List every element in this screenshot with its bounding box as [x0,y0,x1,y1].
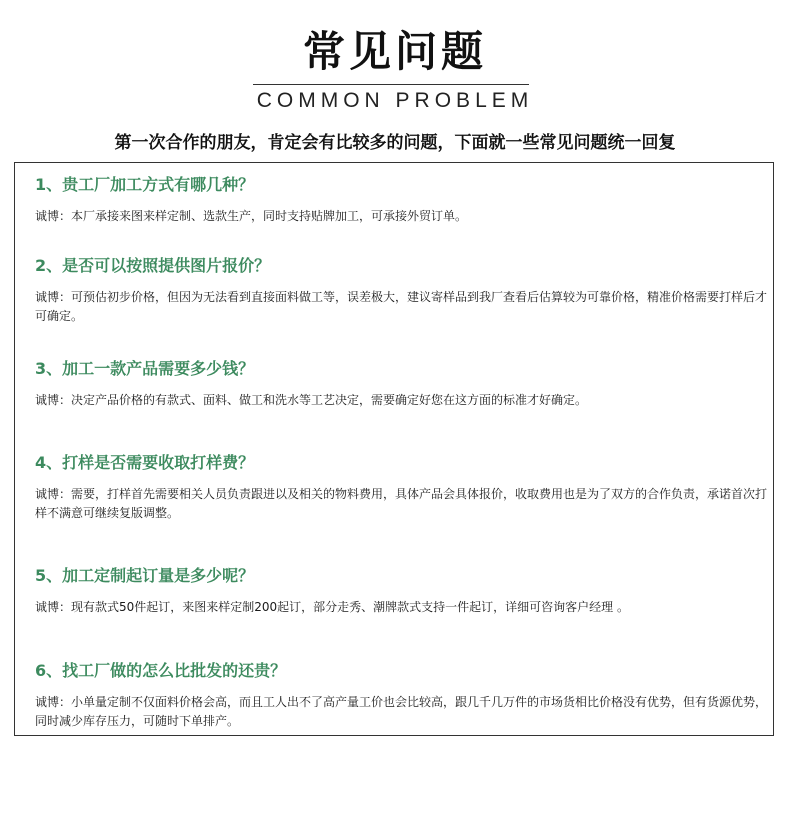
page-title: 常见问题 [302,27,487,76]
faq-list [14,162,774,736]
faq-answer: 诚博：决定产品价格的有款式、面料、做工和洗水等工艺决定，需要确定好您在这方面的标准才好确定。 [35,393,588,407]
faq-item [35,452,774,523]
faq-question: 5、加工定制起订量是多少呢？ [35,566,255,585]
faq-question: 2、是否可以按照提供图片报价？ [35,256,271,275]
faq-question: 4、打样是否需要收取打样费？ [35,453,255,472]
faq-question: 6、找工厂做的怎么比批发的还贵？ [35,661,287,680]
faq-question: 3、加工一款产品需要多少钱？ [35,359,255,378]
faq-item [35,565,774,617]
faq-answer: 诚博：小单量定制不仅面料价格会高，而且工人出不了高产量工价也会比较高，跟几千几万件的市场货相比价格没有优势，但有货源优势，同时减少库存压力，可随时下单排产。 [35,695,768,728]
intro-text: 第一次合作的朋友，肯定会有比较多的问题，下面就一些常见问题统一回复 [114,133,676,153]
faq-item [35,255,774,326]
faq-answer: 诚博：本厂承接来图来样定制、选款生产，同时支持贴牌加工，可承接外贸订单。 [35,209,468,223]
faq-item [35,660,774,731]
title-divider [253,84,529,85]
faq-answer: 诚博：可预估初步价格，但因为无法看到直接面料做工等，误差极大，建议寄样品到我厂查看后估算较为可靠价格，精准价格需要打样后才可确定。 [35,290,768,323]
faq-item [35,174,774,226]
faq-item [35,358,774,410]
faq-answer: 诚博：现有款式50件起订，来图来样定制200起订，部分走秀、潮牌款式支持一件起订，详细可咨询客户经理 。 [35,600,629,614]
faq-question: 1、贵工厂加工方式有哪几种？ [35,175,255,194]
faq-answer: 诚博：需要，打样首先需要相关人员负责跟进以及相关的物料费用，具体产品会具体报价，收取费用也是为了双方的合作负责，承诺首次打样不满意可继续复版调整。 [35,487,768,520]
page-subtitle: COMMON PROBLEM [256,89,534,112]
